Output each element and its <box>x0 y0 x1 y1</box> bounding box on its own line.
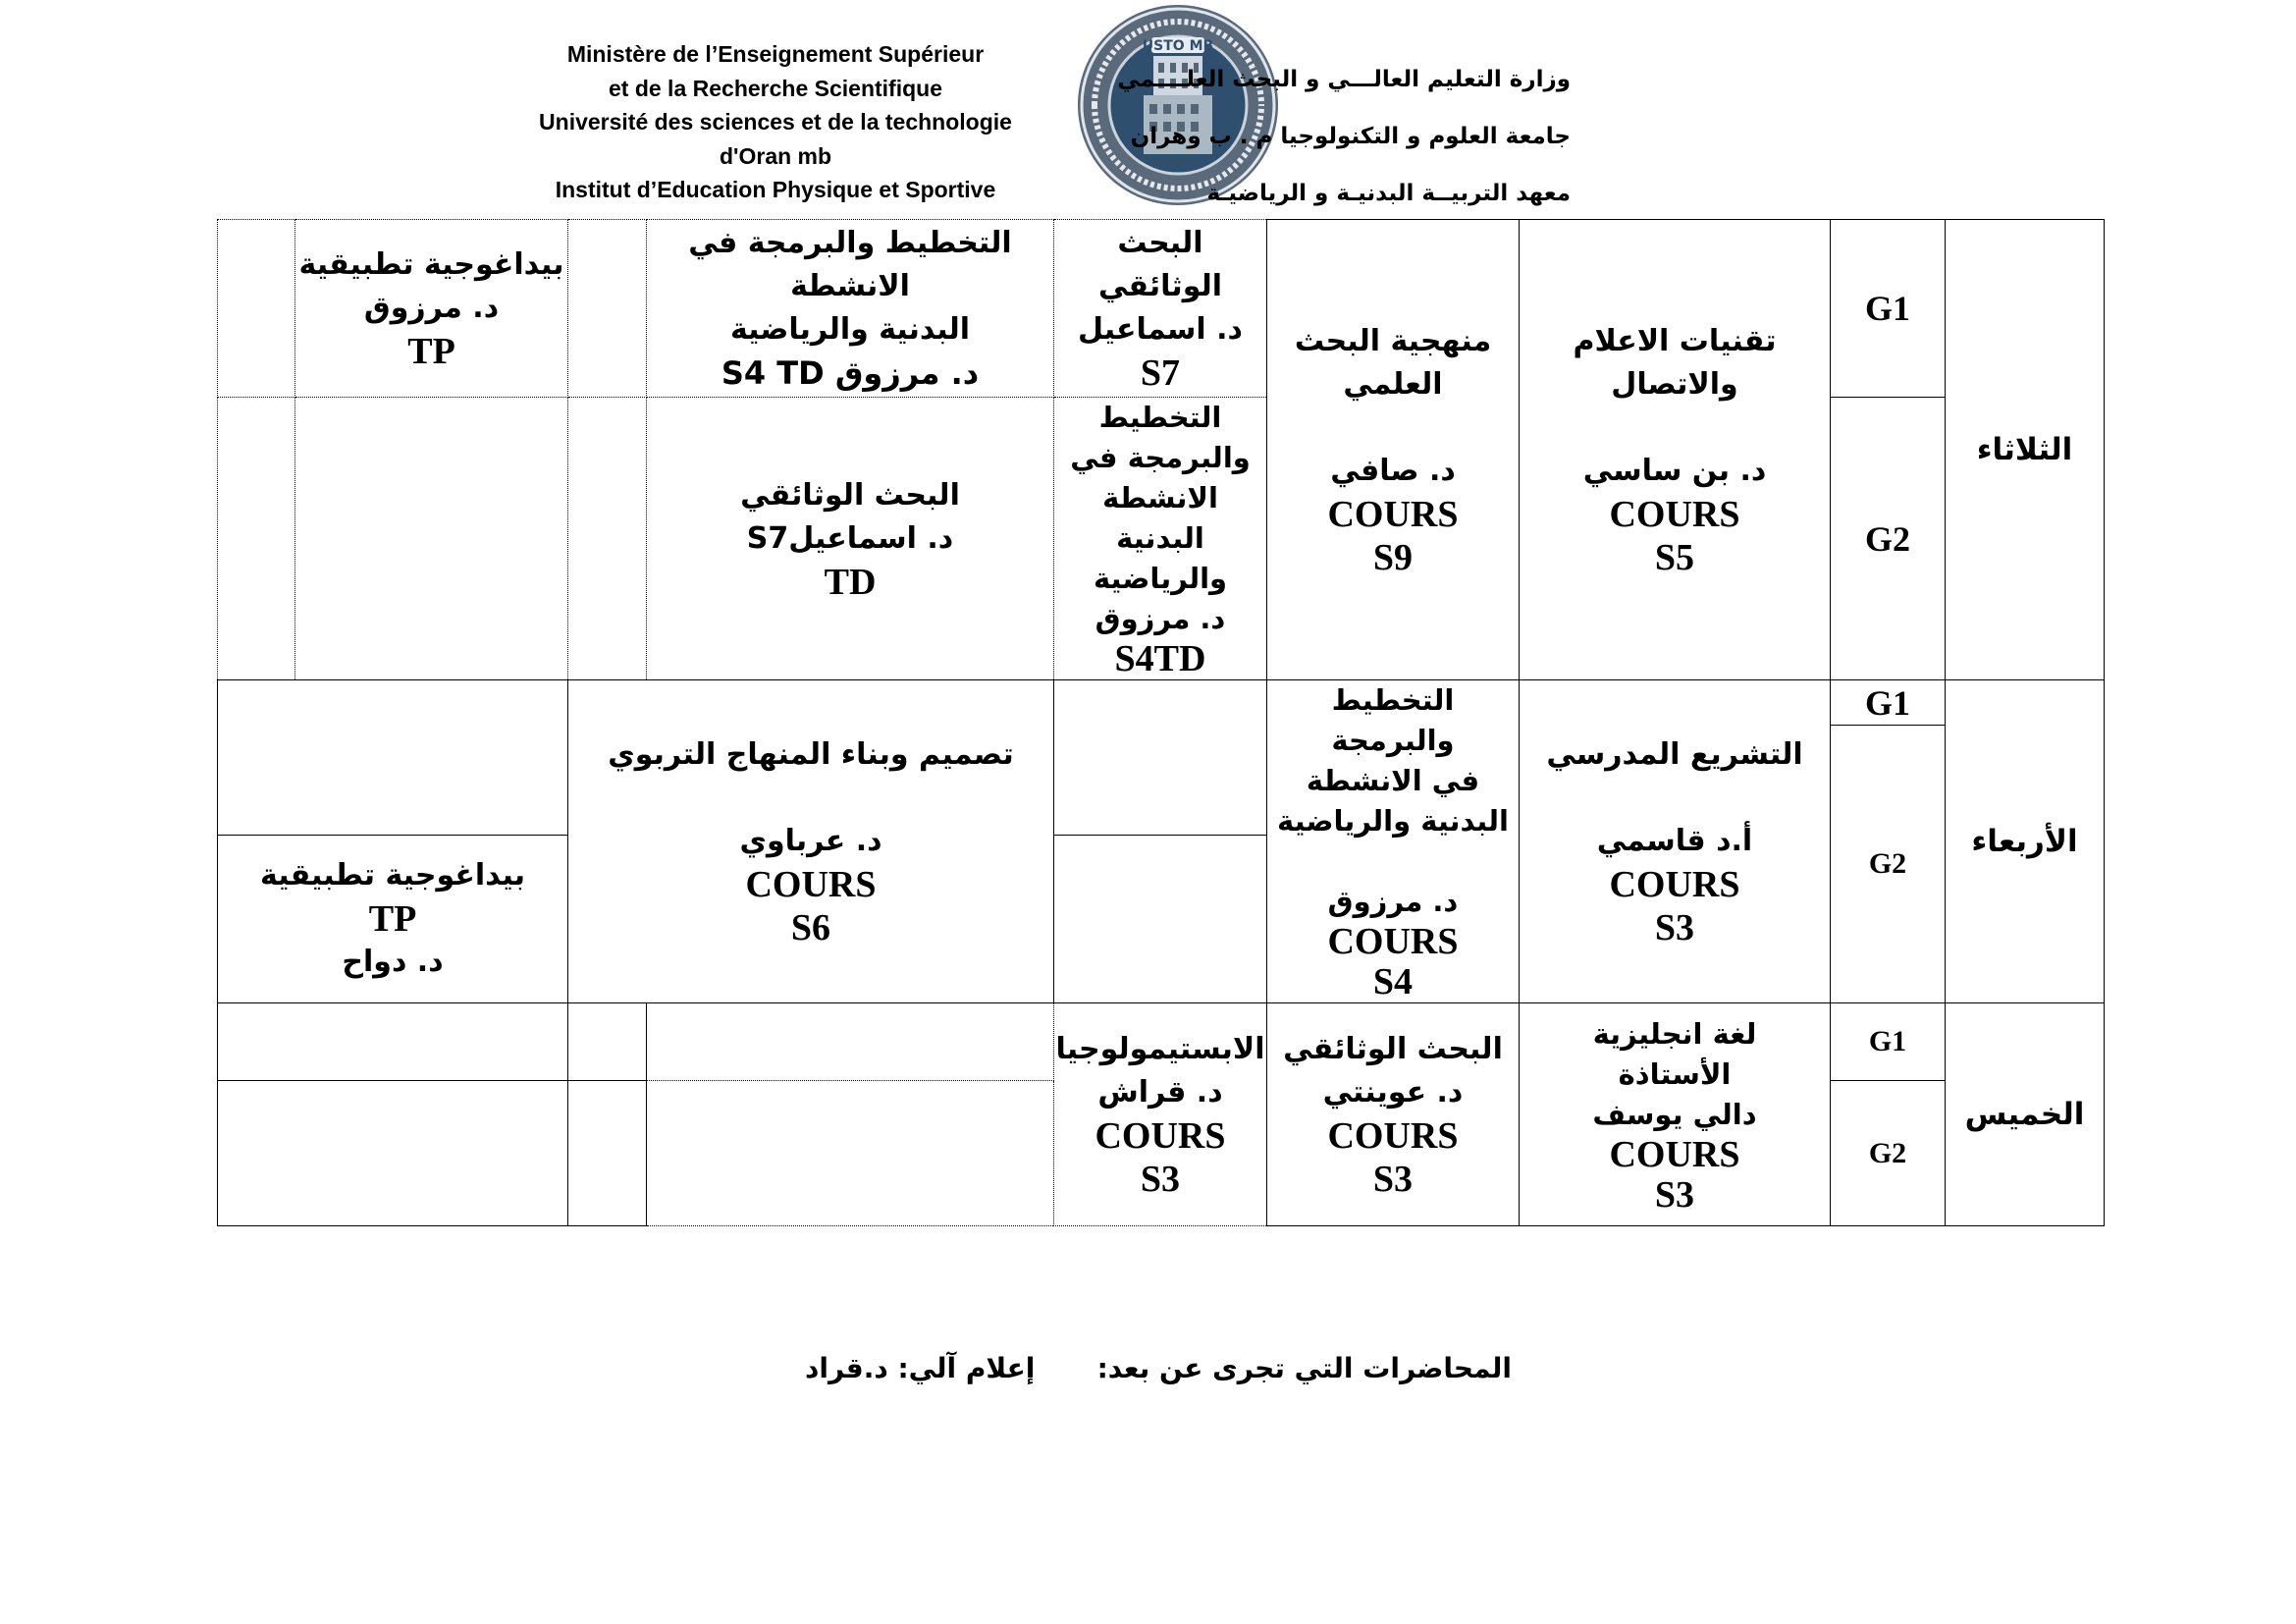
empty-cell <box>647 1081 1054 1226</box>
table-row <box>218 680 2105 726</box>
empty-cell <box>218 398 295 680</box>
timetable <box>217 219 2105 1226</box>
university-arabic: جامعة العلوم و التكنولوجيا م . ب وهران <box>1130 124 1571 149</box>
group-g1-label: G1 <box>1831 1003 1946 1081</box>
empty-cell <box>647 1003 1054 1081</box>
wed-school-legislation-course: التشريع المدرسي أ.د قاسمي COURS S3 <box>1520 680 1831 1003</box>
day-tuesday: الثلاثاء <box>1946 220 2105 680</box>
group-g2-label: G2 <box>1831 726 1946 1003</box>
tue-media-communication-course: تقنيات الاعلام والاتصال د. بن ساسي COURS S5 <box>1520 220 1831 680</box>
tue-research-methodology-course: منهجية البحث العلمي د. صافي COURS S9 <box>1267 220 1520 680</box>
empty-cell <box>568 1081 647 1226</box>
tue-g1-documentary-research: البحث الوثائقي د. اسماعيل S7 <box>1054 220 1267 398</box>
empty-cell <box>218 680 568 836</box>
it-course-note: إعلام آلي: د.قراد <box>805 1352 1036 1384</box>
tue-g2-documentary-research-td: البحث الوثائقي د. اسماعيلS7 TD <box>647 398 1054 680</box>
ministry-arabic: وزارة التعليم العالـــي و البحث العلــــمي <box>1117 67 1571 92</box>
empty-cell <box>218 220 295 398</box>
empty-cell <box>218 1081 568 1226</box>
wed-curriculum-design-course: تصميم وبناء المنهاج التربوي د. عرباوي COURS S6 <box>568 680 1054 1003</box>
thu-english-course: لغة انجليزية الأستاذة دالي يوسف COURS S3 <box>1520 1003 1831 1226</box>
remote-lectures-label: المحاضرات التي تجرى عن بعد: <box>1096 1352 1512 1384</box>
institute-line: Institut d’Education Physique et Sportive <box>555 177 996 202</box>
empty-cell <box>295 398 568 680</box>
tue-g1-pedagogy-tp: بيداغوجية تطبيقية د. مرزوق TP <box>295 220 568 398</box>
empty-cell <box>568 398 647 680</box>
empty-cell <box>568 1003 647 1081</box>
header-french <box>510 37 1041 207</box>
empty-cell <box>568 220 647 398</box>
tue-g1-planning-td: التخطيط والبرمجة في الانشطة البدنية والرياضية د. مرزوق S4 TD <box>647 220 1054 398</box>
tue-g2-planning-td: التخطيط والبرمجة في الانشطة البدنية والرياضية د. مرزوق S4TD <box>1054 398 1267 680</box>
thu-epistemology-course: الابستيمولوجيا د. قراش COURS S3 <box>1054 1003 1267 1226</box>
wed-g2-pedagogy-tp: بيداغوجية تطبيقية TP د. دواح <box>218 836 568 1003</box>
table-row <box>218 220 2105 398</box>
empty-cell <box>218 1003 568 1081</box>
group-g2-label: G2 <box>1831 398 1946 680</box>
university-line-2: d'Oran mb <box>719 142 832 169</box>
ministry-line-2: et de la Recherche Scientifique <box>608 75 942 101</box>
group-g1-label: G1 <box>1831 220 1946 398</box>
empty-cell <box>1054 680 1267 836</box>
wed-planning-course: التخطيط والبرمجة في الانشطة البدنية والرياضية د. مرزوق COURS S4 <box>1267 680 1520 1003</box>
header-arabic <box>1117 51 1571 222</box>
group-g1-label: G1 <box>1831 680 1946 726</box>
university-line-1: Université des sciences et de la technologie <box>539 109 1012 135</box>
table-row <box>218 1003 2105 1081</box>
footer-note <box>805 1352 1512 1391</box>
thu-documentary-research-course: البحث الوثائقي د. عوينتي COURS S3 <box>1267 1003 1520 1226</box>
logo-text: USTO MB <box>1142 38 1214 54</box>
day-wednesday: الأربعاء <box>1946 680 2105 1003</box>
ministry-line-1: Ministère de l’Enseignement Supérieur <box>566 41 985 67</box>
group-g2-label: G2 <box>1831 1081 1946 1226</box>
institute-arabic: معهد التربيــة البدنيـة و الرياضيـة <box>1206 181 1571 206</box>
day-thursday: الخميس <box>1946 1003 2105 1226</box>
empty-cell <box>1054 836 1267 1003</box>
